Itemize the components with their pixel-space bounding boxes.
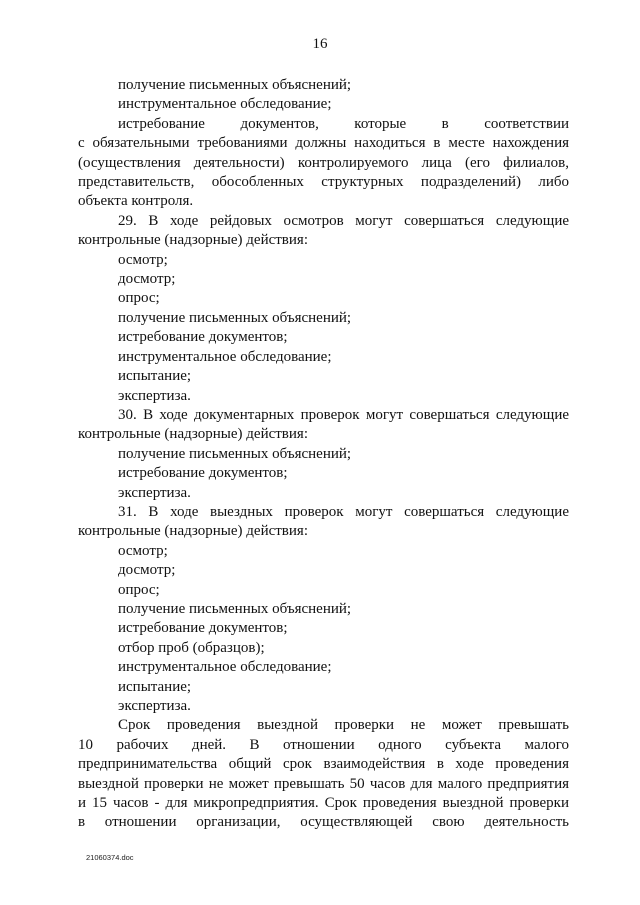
text-line: 30. В ходе документарных проверок могут совершаться следующие [118, 406, 569, 423]
footer-filename: 21060374.doc [86, 853, 134, 862]
text-line: 31. В ходе выездных проверок могут совершаться следующие [118, 503, 569, 520]
text-line: предпринимательства общий срок взаимодействия в ходе проведения [78, 756, 569, 773]
list-item: истребование документов; [118, 620, 288, 637]
list-item: экспертиза. [118, 484, 191, 501]
list-item: опрос; [118, 581, 160, 598]
text-line: контрольные (надзорные) действия: [78, 523, 308, 540]
list-item: испытание; [118, 678, 192, 695]
list-item: испытание; [118, 368, 192, 385]
text-line: инструментальное обследование; [118, 96, 332, 113]
list-item: получение письменных объяснений; [118, 600, 352, 617]
text-line: Срок проведения выездной проверки не может превышать [118, 717, 569, 734]
list-item: осмотр; [118, 542, 168, 559]
text-line: 29. В ходе рейдовых осмотров могут совершаться следующие [118, 212, 569, 229]
text-line: объекта контроля. [78, 193, 194, 210]
page-number: 16 [312, 36, 328, 52]
text-line: (осуществления деятельности) контролируемого лица (его филиалов, [78, 154, 569, 171]
text-line: получение письменных объяснений; [118, 77, 352, 93]
text-line: 10 рабочих дней. В отношении одного субъекта малого [78, 736, 569, 753]
text-line: контрольные (надзорные) действия: [78, 232, 308, 249]
document-body [78, 76, 569, 833]
list-item: досмотр; [118, 562, 176, 579]
list-item: экспертиза. [118, 387, 191, 404]
text-line: контрольные (надзорные) действия: [78, 426, 308, 443]
text-line: представительств, обособленных структурных подразделений) либо [78, 174, 569, 191]
text-line: выездной проверки не может превышать 50 часов для малого предприятия [78, 775, 569, 792]
list-item: досмотр; [118, 271, 176, 288]
text-line: с обязательными требованиями должны находиться в месте нахождения [78, 135, 569, 152]
text-line: в отношении организации, осуществляющей свою деятельность [78, 814, 569, 831]
list-item: экспертиза. [118, 698, 191, 714]
list-item: истребование документов; [118, 465, 288, 482]
list-item: отбор проб (образцов); [118, 639, 265, 656]
list-item: получение письменных объяснений; [118, 309, 352, 326]
list-item: получение письменных объяснений; [118, 445, 352, 462]
list-item: истребование документов; [118, 329, 288, 346]
text-line: и 15 часов - для микропредприятия. Срок проведения выездной проверки [78, 795, 569, 812]
list-item: инструментальное обследование; [118, 659, 332, 676]
list-item: осмотр; [118, 251, 168, 268]
list-item: инструментальное обследование; [118, 348, 332, 365]
text-line: истребование документов, которые в соответствии [118, 115, 569, 132]
list-item: опрос; [118, 290, 160, 307]
